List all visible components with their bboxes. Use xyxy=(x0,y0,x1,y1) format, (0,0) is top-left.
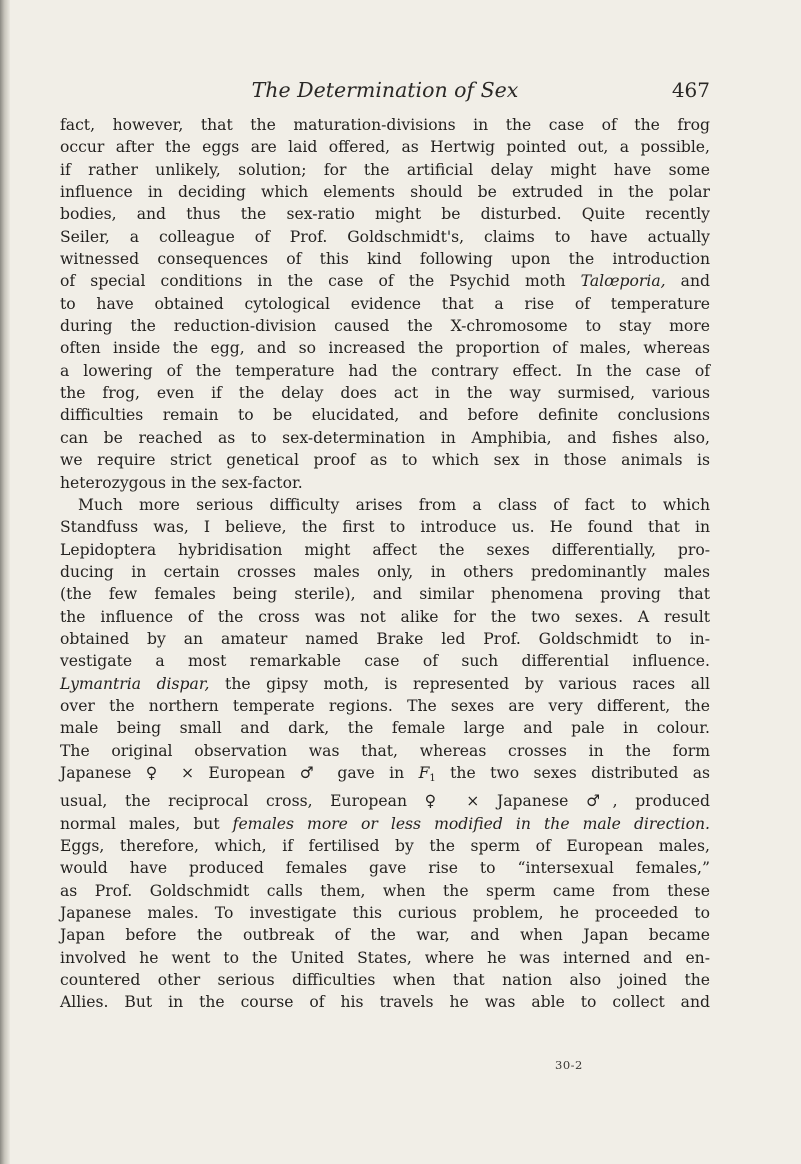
text-fragment: the two sexes distributed as xyxy=(435,763,711,782)
text-line: to have obtained cytological evidence that a rise of temperature xyxy=(60,294,710,313)
text-line: a lowering of the temperature had the contrary effect. In the case of xyxy=(60,361,710,380)
text-line xyxy=(60,270,710,292)
text-line: obtained by an amateur named Brake led Prof. Goldschmidt to in- xyxy=(60,629,710,648)
text-line: the influence of the cross was not alike for the two sexes. A result xyxy=(60,607,710,626)
text-line: often inside the egg, and so increased the proportion of males, whereas xyxy=(60,339,710,358)
genus-name-italic: Talœporia, xyxy=(580,272,666,291)
text-line: Japan before the outbreak of the war, and when Japan became xyxy=(60,926,710,945)
text-line: ducing in certain crosses males only, in others predominantly males xyxy=(60,562,710,581)
generation-subscript: 1 xyxy=(429,772,436,784)
text-line: countered other serious difficulties when that nation also joined the xyxy=(60,971,710,990)
text-line: (the few females being sterile), and similar phenomena proving that xyxy=(60,585,710,604)
text-line: Much more serious difficulty arises from a class of fact to which xyxy=(78,495,710,514)
page-binding-edge xyxy=(0,0,10,1164)
text-fragment: of special conditions in the case of the Psychid moth xyxy=(60,272,581,291)
text-line: Lepidoptera hybridisation might affect the sexes differentially, pro- xyxy=(60,540,710,559)
text-line: would have produced females gave rise to “intersexual females,” xyxy=(60,859,710,878)
text-line: male being small and dark, the female large and pale in colour. xyxy=(60,719,710,738)
text-line: Allies. But in the course of his travels he was able to collect and xyxy=(60,993,710,1012)
text-line: bodies, and thus the sex-ratio might be disturbed. Quite recently xyxy=(60,205,710,224)
text-line: we require strict genetical proof as to which sex in those animals is xyxy=(60,451,710,470)
text-line: if rather unlikely, solution; for the artificial delay might have some xyxy=(60,160,710,179)
text-line: involved he went to the United States, where he was interned and en- xyxy=(60,948,710,967)
text-line: The original observation was that, whereas crosses in the form xyxy=(60,741,710,760)
species-name-italic: Lymantria dispar, xyxy=(60,674,210,693)
text-line xyxy=(60,762,710,790)
text-line: over the northern temperate regions. The sexes are very different, the xyxy=(60,696,710,715)
text-line: Seiler, a colleague of Prof. Goldschmidt's, claims to have actually xyxy=(60,227,710,246)
text-line: can be reached as to sex-determination in Amphibia, and fishes also, xyxy=(60,428,710,447)
text-line: influence in deciding which elements should be extruded in the polar xyxy=(60,183,710,202)
signature-mark: 30-2 xyxy=(555,1058,583,1072)
text-line: the frog, even if the delay does act in the way surmised, various xyxy=(60,384,710,403)
text-line: heterozygous in the sex-factor. xyxy=(60,473,303,492)
text-line: as Prof. Goldschmidt calls them, when the sperm came from these xyxy=(60,881,710,900)
text-line: fact, however, that the maturation-divisions in the case of the frog xyxy=(60,116,710,134)
text-fragment: normal males, but xyxy=(60,814,233,833)
text-line: usual, the reciprocal cross, European ♀ × Japanese ♂, produced xyxy=(60,792,710,811)
text-fragment: and xyxy=(665,272,710,291)
emphasis-italic: females more or less modified in the male direction. xyxy=(232,814,710,833)
text-line: vestigate a most remarkable case of such differential influence. xyxy=(60,652,710,671)
text-line: during the reduction-division caused the X-chromosome to stay more xyxy=(60,317,710,336)
text-line xyxy=(60,673,710,695)
text-line: difficulties remain to be elucidated, and before definite conclusions xyxy=(60,406,710,425)
text-fragment: Japanese ♀ × European ♂ gave in xyxy=(60,763,419,782)
body-text xyxy=(60,114,710,1014)
text-fragment: the gipsy moth, is represented by various races all xyxy=(209,674,710,693)
text-line: Standfuss was, I believe, the first to introduce us. He found that in xyxy=(60,518,710,537)
page-number: 467 xyxy=(671,78,710,102)
generation-symbol: F xyxy=(418,763,430,782)
running-title: The Determination of Sex xyxy=(251,78,519,102)
text-line xyxy=(60,813,710,835)
page-header xyxy=(60,78,710,112)
text-line: occur after the eggs are laid offered, as Hertwig pointed out, a possible, xyxy=(60,138,710,157)
text-line: witnessed consequences of this kind following upon the introduction xyxy=(60,250,710,269)
text-line: Japanese males. To investigate this curious problem, he proceeded to xyxy=(60,904,710,923)
text-line: Eggs, therefore, which, if fertilised by the sperm of European males, xyxy=(60,837,710,855)
